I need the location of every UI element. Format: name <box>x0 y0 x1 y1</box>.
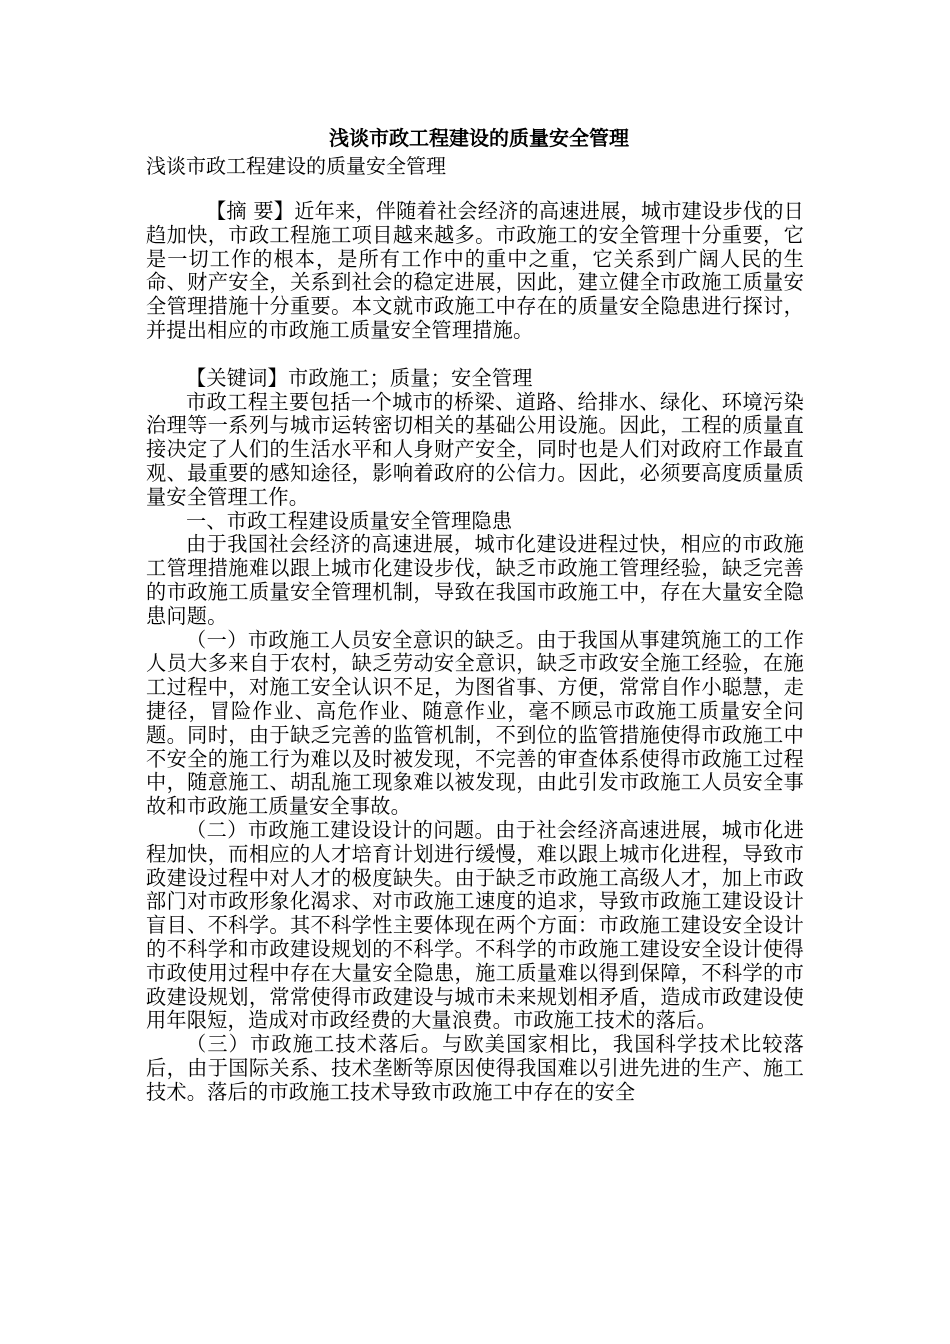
spacer <box>146 343 804 367</box>
document-body <box>146 124 804 1104</box>
item-2-paragraph: （二）市政施工建设设计的问题。由于社会经济高速进展，城市化进程加快，而相应的人才培育计划进行缓慢，难以跟上城市化进程，导致市政建设过程中对人才的极度缺失。由于缺乏市政施工高级人才，加上市政部门对市政形象化渴求、对市政施工速度的追求，导致市政施工建设设计盲目、不科学。其不科学性主要体现在两个方面：市政施工建设安全设计的不科学和市政建设规划的不科学。不科学的市政施工建设安全设计使得市政使用过程中存在大量安全隐患，施工质量难以得到保障，不科学的市政建设规划，常常使得市政建设与城市未来规划相矛盾，造成市政建设使用年限短，造成对市政经费的大量浪费。市政施工技术的落后。 <box>146 817 804 1033</box>
abstract-paragraph: 【摘 要】近年来，伴随着社会经济的高速进展，城市建设步伐的日趋加快，市政工程施工项目越来越多。市政施工的安全管理十分重要，它是一切工作的根本，是所有工作中的重中之重，它关系到广阔人民的生命、财产安全，关系到社会的稳定进展，因此，建立健全市政施工质量安全管理措施十分重要。本文就市政施工中存在的质量安全隐患进行探讨，并提出相应的市政施工质量安全管理措施。 <box>146 199 804 342</box>
document-subtitle: 浅谈市政工程建设的质量安全管理 <box>146 154 446 178</box>
keywords-line: 【关键词】市政施工；质量；安全管理 <box>186 365 533 390</box>
section-intro-paragraph: 由于我国社会经济的高速进展，城市化建设进程过快，相应的市政施工管理措施难以跟上城市化建设步伐，缺乏市政施工管理经验，缺乏完善的市政施工质量安全管理机制，导致在我国市政施工中，存在大量安全隐患问题。 <box>146 532 804 628</box>
item-3-paragraph: （三）市政施工技术落后。与欧美国家相比，我国科学技术比较落后，由于国际关系、技术垄断等原因使得我国难以引进先进的生产、施工技术。落后的市政施工技术导致市政施工中存在的安全 <box>146 1032 804 1104</box>
document-title: 浅谈市政工程建设的质量安全管理 <box>329 126 629 150</box>
section-heading: 一、市政工程建设质量安全管理隐患 <box>186 508 513 533</box>
intro-paragraph: 市政工程主要包括一个城市的桥梁、道路、给排水、绿化、环境污染治理等一系列与城市运转密切相关的基础公用设施。因此，工程的质量直接决定了人们的生活水平和人身财产安全，同时也是人们对政府工作最直观、最重要的感知途径，影响着政府的公信力。因此，必须要高度质量质量安全管理工作。 <box>146 389 804 509</box>
item-1-paragraph: （一）市政施工人员安全意识的缺乏。由于我国从事建筑施工的工作人员大多来自于农村，缺乏劳动安全意识，缺乏市政安全施工经验，在施工过程中，对施工安全认识不足，为图省事、方便，常常自作小聪慧，走捷径，冒险作业、高危作业、随意作业，毫不顾忌市政施工质量安全问题。同时，由于缺乏完善的监管机制，不到位的监管措施使得市政施工中不安全的施工行为难以及时被发现，不完善的审查体系使得市政施工过程中，随意施工、胡乱施工现象难以被发现，由此引发市政施工人员安全事故和市政施工质量安全事故。 <box>146 627 804 819</box>
